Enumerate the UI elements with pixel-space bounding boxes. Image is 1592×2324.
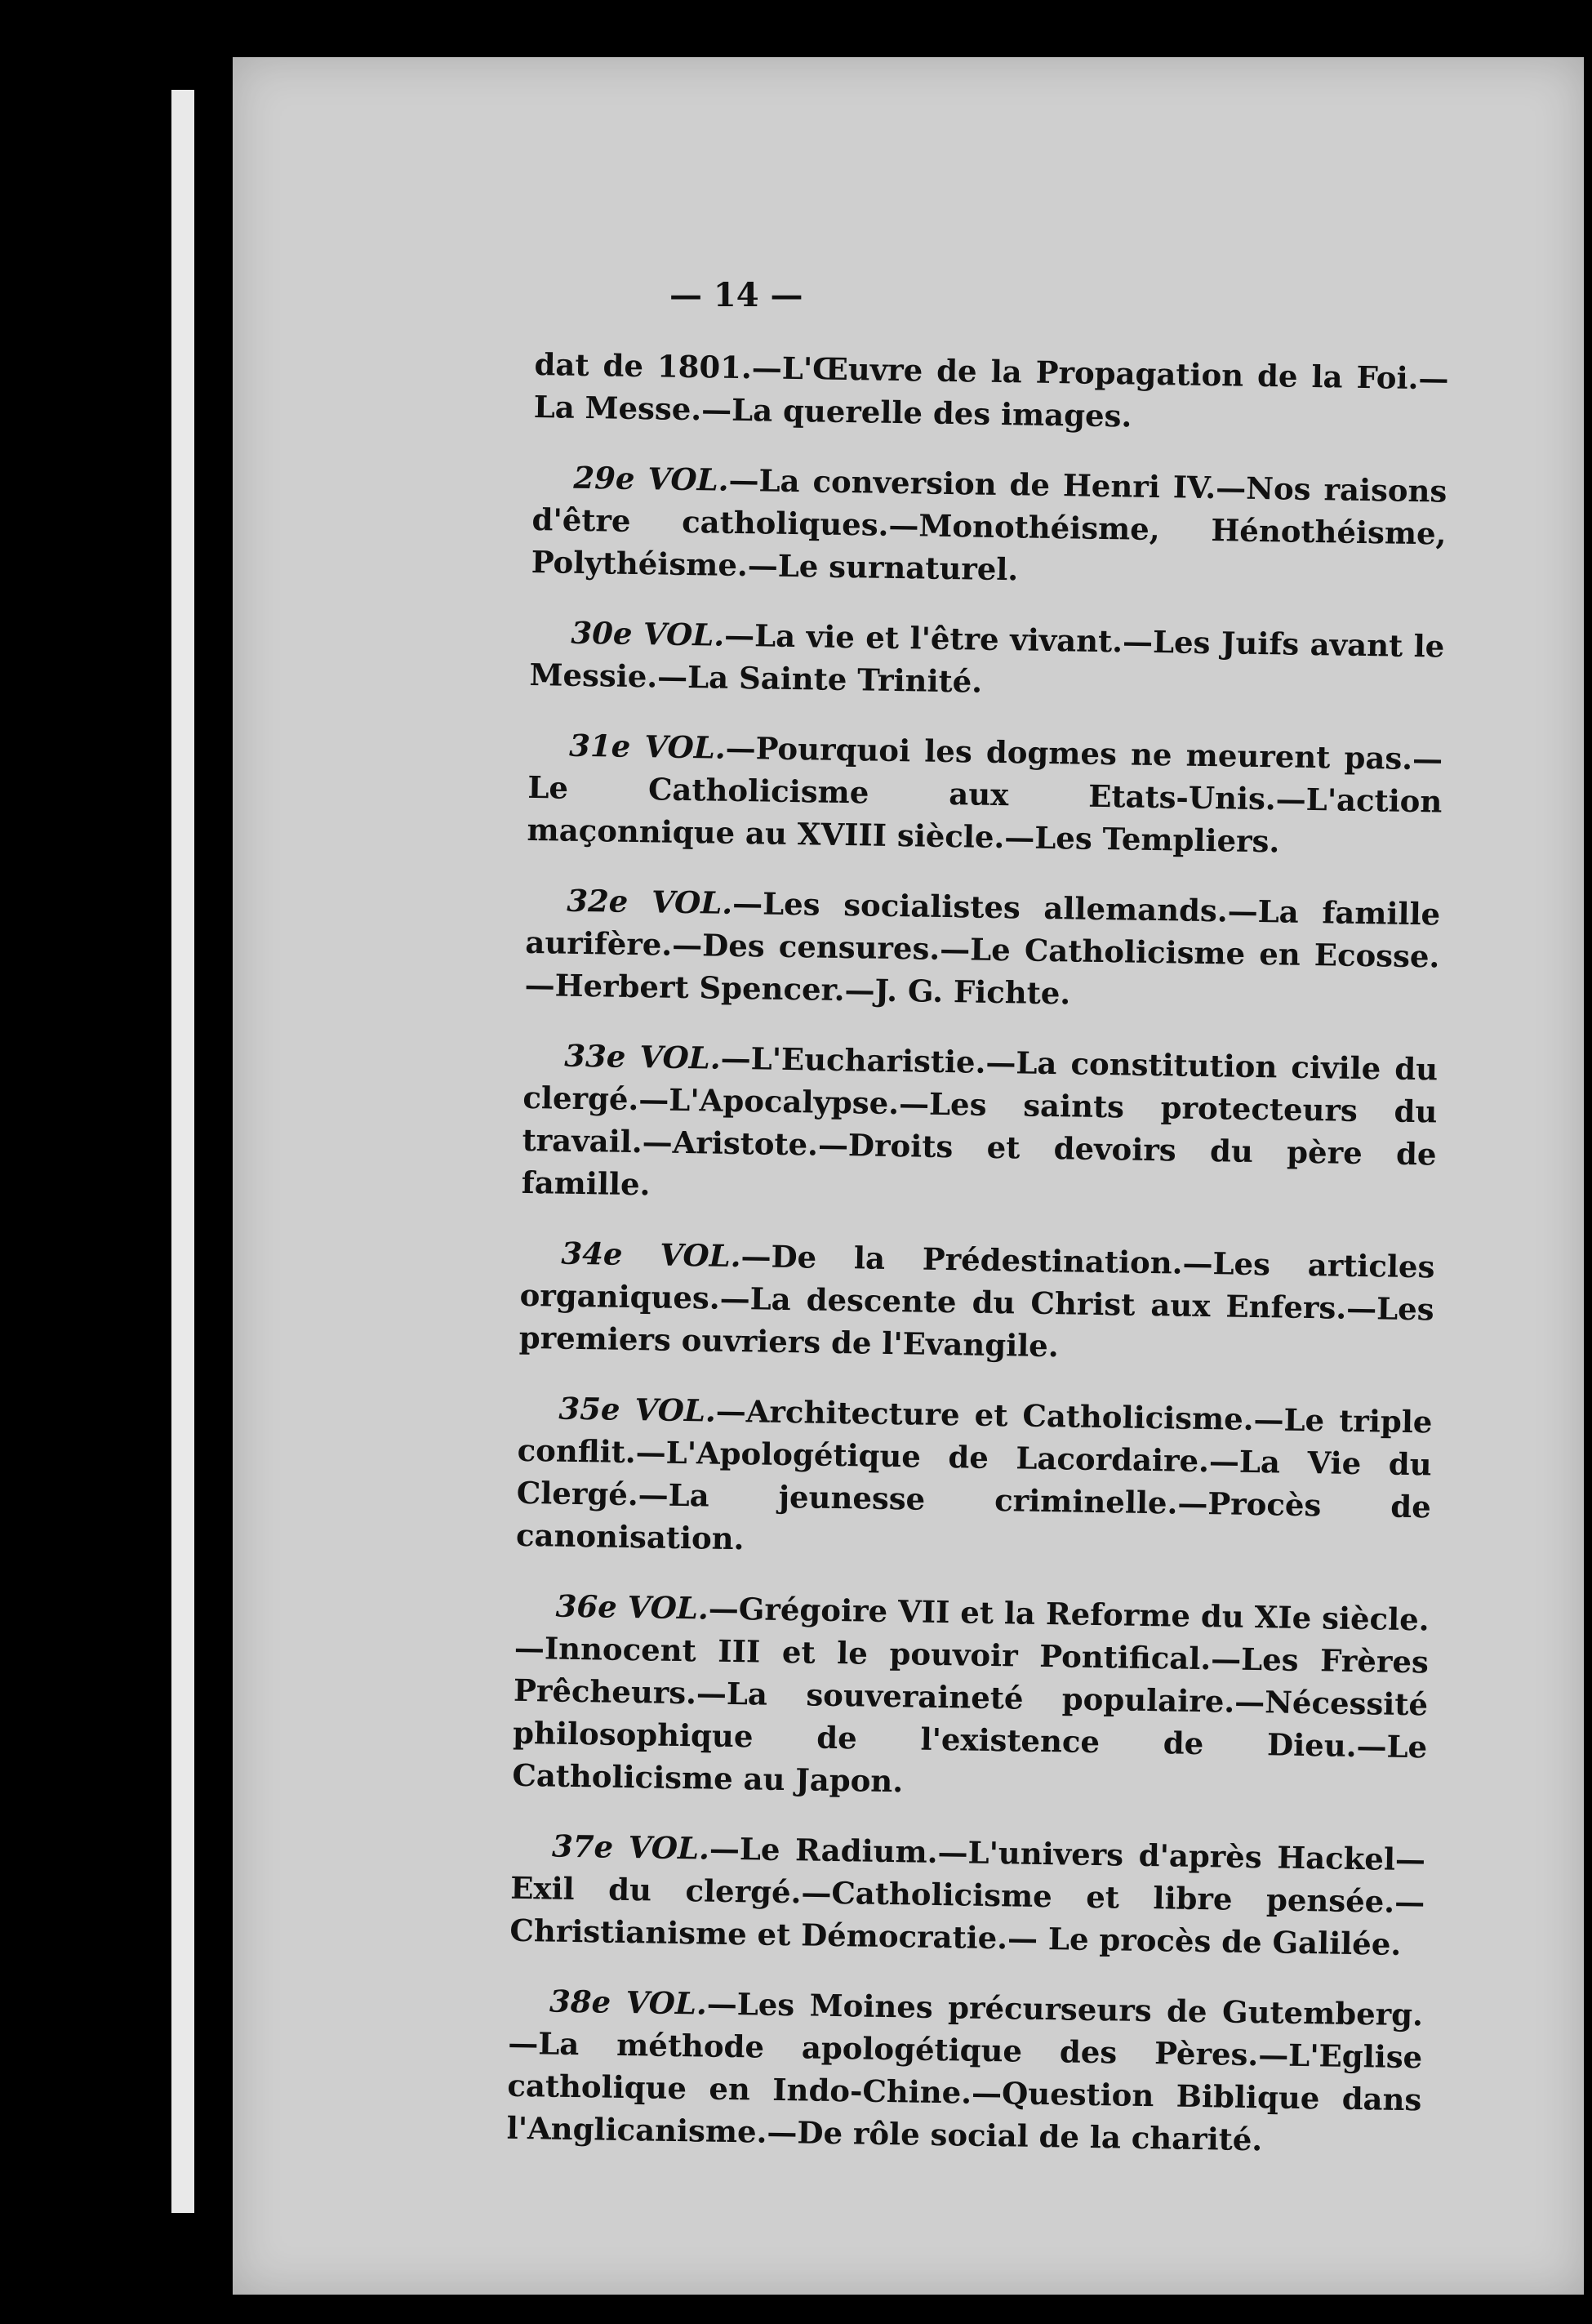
volume-entry-30 <box>529 611 1444 710</box>
entry-text: —De la Prédestination.—Les articles organiques.—La descente du Christ aux Enfers.—Les premiers ouvriers de l'Evangile. <box>518 1238 1435 1365</box>
entry-text: —Le Radium.—L'univers d'après Hackel—Exil du clergé.—Catholicisme et libre pensée.—Christianisme et Démocratie.— Le procès de Galilée. <box>509 1830 1426 1962</box>
volume-label: 36e VOL. <box>555 1587 709 1627</box>
entry-text: —Les socialistes allemands.—La famille aurifère.—Des censures.—Le Catholicisme en Ecosse.—Herbert Spencer.—J. G. Fichte. <box>524 884 1441 1012</box>
page-number: — 14 — <box>669 276 803 314</box>
entry-text: —Grégoire VII et la Reforme du XIe siècle.—Innocent III et le pouvoir Pontifical.—Les Frères Prêcheurs.—La souveraineté populaire.—Nécessité philosophique de l'existence de Dieu.—Le Catholicisme au Japon. <box>512 1590 1430 1800</box>
page-text-block <box>506 343 1449 2191</box>
volume-entry-32 <box>524 879 1440 1021</box>
volume-entry-38 <box>506 1979 1423 2164</box>
entry-text: —Architecture et Catholicisme.—Le triple conflit.—L'Apologétique de Lacordaire.—La Vie du Clergé.—La jeunesse criminelle.—Procès de canonisation. <box>515 1392 1433 1557</box>
volume-entry-29 <box>531 456 1447 598</box>
volume-entry-31 <box>527 723 1443 866</box>
volume-label: 37e VOL. <box>551 1828 710 1867</box>
volume-entry-35 <box>516 1387 1433 1571</box>
volume-label: 32e VOL. <box>566 882 733 921</box>
volume-label: 29e VOL. <box>573 459 729 498</box>
volume-label: 38e VOL. <box>549 1983 708 2022</box>
entry-text: —L'Eucharistie.—La constitution civile du clergé.—L'Apocalypse.—Les saints protecteurs du travail.—Aristote.—Droits et devoirs du père de famille. <box>521 1040 1439 1203</box>
entry-continuation <box>533 343 1448 443</box>
scan-edge <box>171 90 194 2213</box>
volume-label: 33e VOL. <box>563 1037 722 1076</box>
entry-text: —Les Moines précurseurs de Gutemberg.—La méthode apologétique des Pères.—L'Eglise catholique en Indo-Chine.—Question Biblique dans l'Anglicanisme.—De rôle social de la charité. <box>506 1985 1424 2158</box>
entry-text: —Pourquoi les dogmes ne meurent pas.—Le Catholicisme aux Etats-Unis.—L'action maçonnique au XVIII siècle.—Les Templiers. <box>527 729 1443 860</box>
volume-entry-36 <box>512 1584 1430 1811</box>
volume-entry-33 <box>521 1034 1438 1218</box>
entry-text: —La conversion de Henri IV.—Nos raisons d'être catholiques.—Monothéisme, Hénothéisme, Polythéisme.—Le surnaturel. <box>531 461 1447 588</box>
volume-label: 34e VOL. <box>561 1235 741 1275</box>
volume-label: 30e VOL. <box>571 614 725 653</box>
volume-label: 31e VOL. <box>568 727 727 766</box>
entry-text: —La vie et l'être vivant.—Les Juifs avant le Messie.—La Sainte Trinité. <box>529 617 1445 700</box>
entry-text: dat de 1801.—L'Œuvre de la Propagation de la Foi.—La Messe.—La querelle des images. <box>533 345 1449 434</box>
volume-label: 35e VOL. <box>558 1390 717 1429</box>
volume-entry-34 <box>518 1231 1434 1373</box>
volume-entry-37 <box>509 1824 1425 1966</box>
